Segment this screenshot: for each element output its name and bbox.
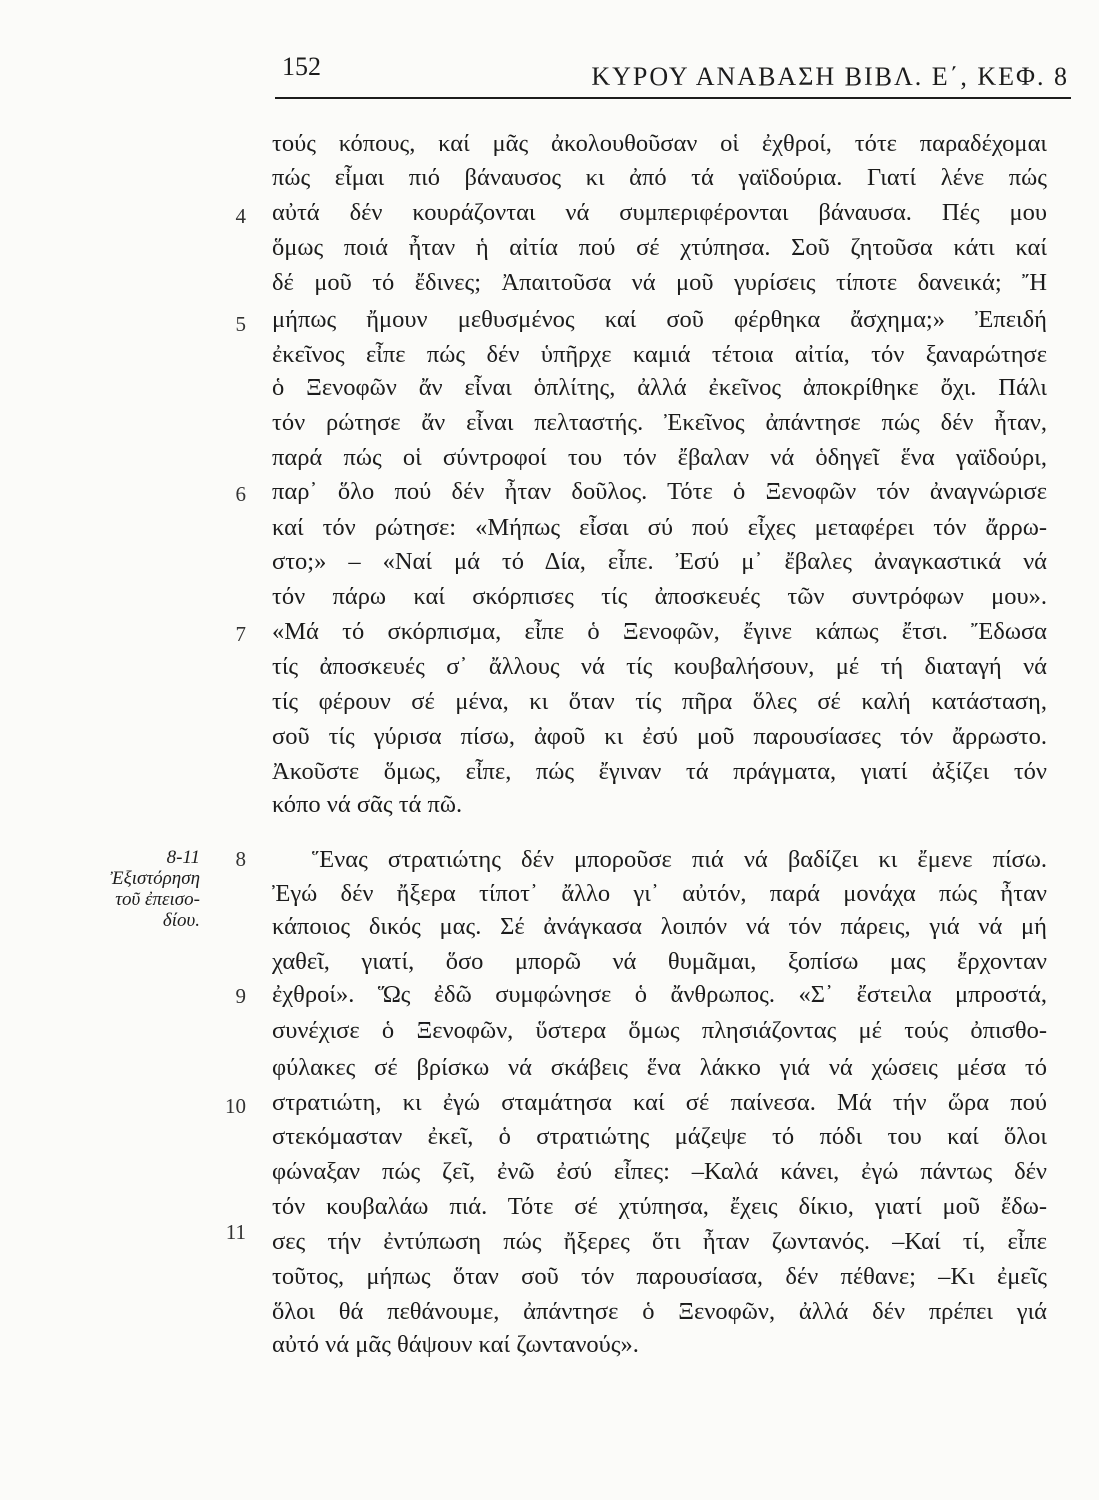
text-line: αὐτά δέν κουράζονται νά συμπεριφέρονται βάναυσα. Πές μου	[272, 199, 1047, 226]
verse-number: 6	[235, 482, 246, 506]
text-line: Ἀκοῦστε ὅμως, εἶπε, πώς ἔγιναν τά πράγματα, γιατί ἀξίζει τόν	[272, 758, 1047, 785]
text-line: ἐκεῖνος εἶπε πώς δέν ὑπῆρχε καμιά τέτοια αἰτία, τόν ξαναρώτησε	[272, 341, 1047, 368]
text-line: σοῦ τίς γύρισα πίσω, ἀφοῦ κι ἐσύ μοῦ παρουσίασες τόν ἄρρωστο.	[272, 723, 1047, 750]
page-number: 152	[282, 52, 321, 81]
margin-note-title-line: τοῦ ἐπεισο-	[115, 889, 200, 910]
verse-number: 10	[225, 1094, 246, 1118]
text-line: δέ μοῦ τό ἔδινες; Ἀπαιτοῦσα νά μοῦ γυρίσεις τίποτε δανεικά; Ἤ	[272, 269, 1047, 296]
text-line: «Μά τό σκόρπισμα, εἶπε ὁ Ξενοφῶν, ἔγινε κάπως ἔτσι. Ἔδωσα	[272, 618, 1047, 645]
text-line: τόν κουβαλάω πιά. Τότε σέ χτύπησα, ἔχεις δίκιο, γιατί μοῦ ἔδω-	[272, 1193, 1047, 1220]
margin-note-title-line: δίου.	[162, 910, 200, 931]
text-line: Ἕνας στρατιώτης δέν μποροῦσε πιά νά βαδίζει κι ἔμενε πίσω.	[312, 846, 1047, 873]
verse-number: 4	[235, 204, 246, 228]
text-line: στεκόμασταν ἐκεῖ, ὁ στρατιώτης μάζεψε τό πόδι του καί ὅλοι	[272, 1123, 1047, 1150]
text-line: Ἐγώ δέν ἤξερα τίποτ᾽ ἄλλο γι᾽ αὐτόν, παρά μονάχα πώς ἦταν	[272, 880, 1047, 907]
margin-note	[80, 847, 200, 931]
text-line: ὅλοι θά πεθάνουμε, ἀπάντησε ὁ Ξενοφῶν, ἀλλά δέν πρέπει γιά	[272, 1298, 1047, 1325]
text-line: τόν ρώτησε ἄν εἶναι πελταστής. Ἐκεῖνος ἀπάντησε πώς δέν ἦταν,	[272, 409, 1047, 436]
text-line: αὐτό νά μᾶς θάψουν καί ζωντανούς».	[272, 1331, 639, 1358]
text-line: τούς κόπους, καί μᾶς ἀκολουθοῦσαν οἱ ἐχθροί, τότε παραδέχομαι	[272, 130, 1047, 157]
text-line: φύλακες σέ βρίσκω νά σκάβεις ἕνα λάκκο γιά νά χώσεις μέσα τό	[272, 1054, 1047, 1081]
text-line: μήπως ἤμουν μεθυσμένος καί σοῦ φέρθηκα ἄσχημα;» Ἐπειδή	[272, 306, 1047, 333]
text-line: φώναξαν πώς ζεῖ, ἐνῶ ἐσύ εἶπες: –Καλά κάνει, ἐγώ πάντως δέν	[272, 1158, 1047, 1185]
text-line: κάποιος δικός μας. Σέ ἀνάγκασα λοιπόν νά τόν πάρεις, γιά νά μή	[272, 913, 1047, 940]
verse-number: 7	[235, 622, 246, 646]
verse-number: 9	[235, 984, 246, 1008]
text-line: χαθεῖ, γιατί, ὅσο μπορῶ νά θυμᾶμαι, ξοπίσω μας ἔρχονταν	[272, 948, 1047, 975]
margin-note-ref: 8-11	[166, 847, 200, 868]
text-line: πώς εἶμαι πιό βάναυσος κι ἀπό τά γαϊδούρια. Γιατί λένε πώς	[272, 164, 1047, 191]
running-head: ΚΥΡΟΥ ΑΝΑΒΑΣΗ ΒΙΒΛ. Ε΄, ΚΕΦ. 8	[591, 62, 1069, 91]
text-line: παρ᾽ ὅλο πού δέν ἦταν δοῦλος. Τότε ὁ Ξενοφῶν τόν ἀναγνώρισε	[272, 478, 1047, 505]
text-line: συνέχισε ὁ Ξενοφῶν, ὕστερα ὅμως πλησιάζοντας μέ τούς ὀπισθο-	[272, 1017, 1047, 1044]
margin-note-title-line: Ἐξιστόρηση	[110, 868, 200, 889]
text-line: τοῦτος, μήπως ὅταν σοῦ τόν παρουσίασα, δέν πέθανε; –Κι ἐμεῖς	[272, 1263, 1047, 1290]
text-line: ὁ Ξενοφῶν ἄν εἶναι ὁπλίτης, ἀλλά ἐκεῖνος ἀποκρίθηκε ὄχι. Πάλι	[272, 374, 1047, 401]
text-line: ὅμως ποιά ἦταν ἡ αἰτία πού σέ χτύπησα. Σοῦ ζητοῦσα κάτι καί	[272, 234, 1047, 261]
text-line: κόπο νά σᾶς τά πῶ.	[272, 791, 463, 818]
text-line: τίς φέρουν σέ μένα, κι ὅταν τίς πῆρα ὅλες σέ καλή κατάσταση,	[272, 688, 1047, 715]
text-line: παρά πώς οἱ σύντροφοί του τόν ἔβαλαν νά ὁδηγεῖ ἕνα γαϊδούρι,	[272, 444, 1047, 471]
verse-number: 8	[235, 847, 246, 871]
text-line: τόν πάρω καί σκόρπισες τίς ἀποσκευές τῶν συντρόφων μου».	[272, 583, 1047, 610]
text-line: στο;» – «Ναί μά τό Δία, εἶπε. Ἐσύ μ᾽ ἔβαλες ἀναγκαστικά νά	[272, 548, 1047, 575]
text-line: τίς ἀποσκευές σ᾽ ἄλλους νά τίς κουβαλήσουν, μέ τή διαταγή νά	[272, 653, 1047, 680]
verse-number: 5	[235, 312, 246, 336]
text-line: σες τήν ἐντύπωση πώς ἤξερες ὅτι ἦταν ζωντανός. –Καί τί, εἶπε	[272, 1228, 1047, 1255]
text-line: καί τόν ρώτησε: «Μήπως εἶσαι σύ πού εἶχες μεταφέρει τόν ἄρρω-	[272, 514, 1047, 541]
text-line: ἐχθροί». Ὥς ἐδῶ συμφώνησε ὁ ἄνθρωπος. «Σ᾽ ἔστειλα μπροστά,	[272, 981, 1047, 1008]
header-divider	[275, 97, 1071, 99]
text-line: στρατιώτη, κι ἐγώ σταμάτησα καί σέ παίνεσα. Μά τήν ὥρα πού	[272, 1089, 1047, 1116]
verse-number: 11	[225, 1220, 246, 1244]
